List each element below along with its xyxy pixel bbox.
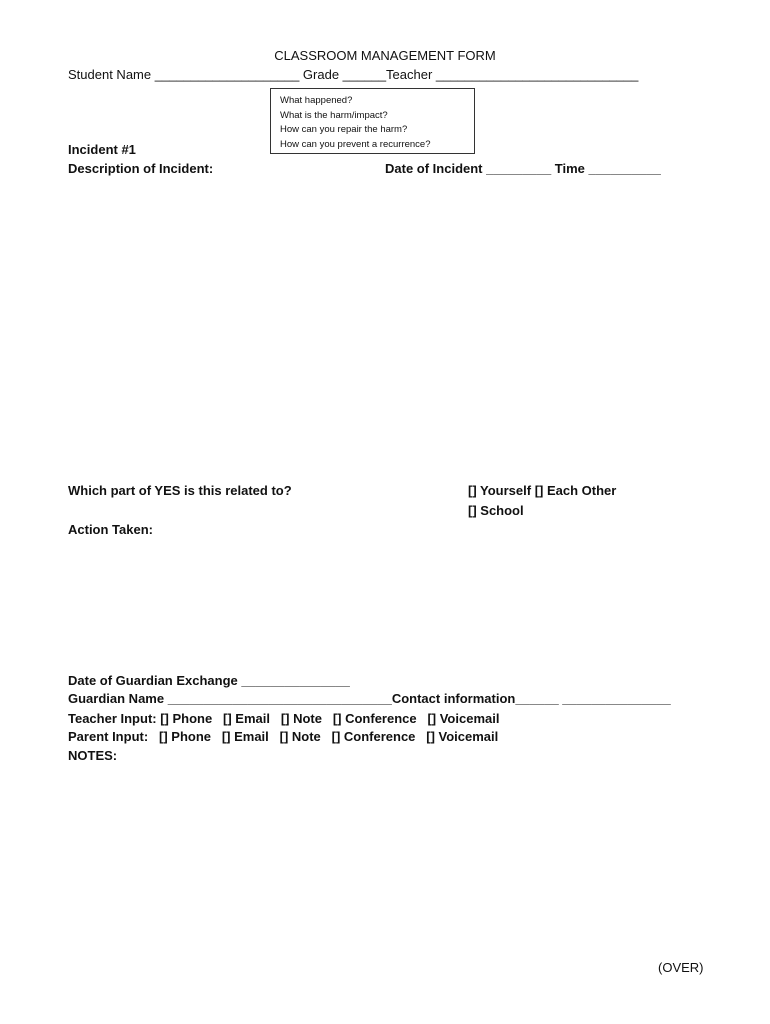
over-indicator: (OVER) — [658, 960, 704, 975]
form-title: CLASSROOM MANAGEMENT FORM — [274, 48, 496, 63]
teacher-input-options: Teacher Input: [] Phone [] Email [] Note [] Conference [] Voicemail — [68, 711, 500, 726]
prompt-prevent-recurrence: How can you prevent a recurrence? — [280, 138, 431, 150]
guardian-name-contact: Guardian Name _______________________________Contact information______ _______________ — [68, 691, 671, 706]
yes-options-row2: [] School — [468, 503, 524, 518]
reflection-prompt-box — [270, 88, 475, 154]
guardian-exchange-date: Date of Guardian Exchange _______________ — [68, 673, 350, 688]
description-label: Description of Incident: — [68, 161, 214, 176]
yes-question: Which part of YES is this related to? — [68, 483, 292, 498]
yes-options-row1: [] Yourself [] Each Other — [468, 483, 617, 498]
incident-date-time: Date of Incident _________ Time __________ — [385, 161, 661, 176]
prompt-what-happened: What happened? — [280, 95, 353, 106]
action-taken-label: Action Taken: — [68, 522, 153, 537]
incident-label: Incident #1 — [68, 142, 136, 157]
parent-input-options: Parent Input: [] Phone [] Email [] Note [] Conference [] Voicemail — [68, 729, 499, 744]
notes-label: NOTES: — [68, 748, 118, 763]
prompt-harm-impact: What is the harm/impact? — [280, 109, 388, 121]
prompt-repair-harm: How can you repair the harm? — [280, 124, 408, 135]
student-info-line: Student Name ____________________ Grade ______Teacher ____________________________ — [68, 67, 639, 82]
